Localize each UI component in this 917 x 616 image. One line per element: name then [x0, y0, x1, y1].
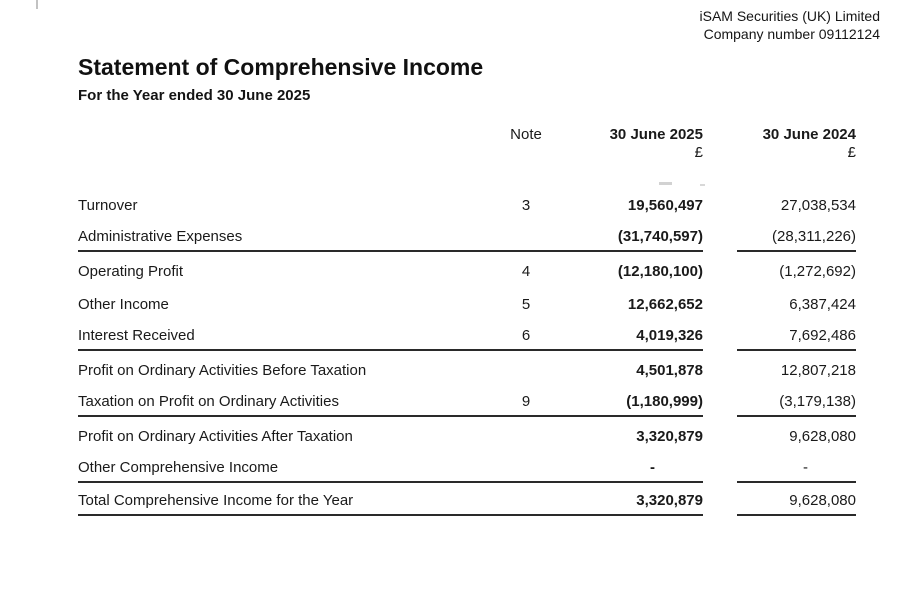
row-value-2024: -: [803, 459, 808, 476]
scan-artifact: [700, 184, 705, 186]
row-value-2025: 12,662,652: [627, 296, 703, 313]
row-note: 6: [521, 327, 531, 344]
row-value-2025: 4,501,878: [636, 362, 703, 379]
row-2024-segment: [737, 186, 856, 219]
row-2024-segment: [737, 285, 856, 318]
row-value-2025: 3,320,879: [636, 492, 703, 509]
row-label: Other Income: [78, 296, 169, 313]
row-value-2025: (31,740,597): [617, 228, 703, 245]
row-note: 4: [521, 263, 531, 280]
row-main-segment: [78, 417, 703, 450]
row-label: Turnover: [78, 197, 138, 214]
table-row: [78, 384, 856, 417]
row-note: 9: [521, 393, 531, 410]
row-note: [478, 245, 574, 250]
table-row: [78, 483, 856, 516]
note-column-header: Note: [510, 126, 542, 143]
table-header-row: [78, 126, 856, 144]
row-2024-segment: [737, 417, 856, 450]
row-2024-segment: [737, 351, 856, 384]
row-value-2024: 27,038,534: [780, 197, 856, 214]
row-2024-segment: [737, 219, 856, 252]
row-value-2025: 19,560,497: [627, 197, 703, 214]
row-value-2025: (1,180,999): [626, 393, 703, 410]
company-number: Company number 09112124: [703, 26, 880, 42]
row-main-segment: [78, 483, 703, 516]
row-note: [430, 476, 526, 481]
scan-artifact: [659, 182, 672, 185]
currency-symbol-2025: £: [694, 144, 703, 161]
row-value-2024: 12,807,218: [780, 362, 856, 379]
row-main-segment: [78, 351, 703, 384]
row-label: Interest Received: [78, 327, 195, 344]
row-main-segment: [78, 384, 703, 417]
row-main-segment: [78, 285, 703, 318]
row-label: Other Comprehensive Income: [78, 459, 279, 476]
currency-symbol-2024: £: [847, 144, 856, 161]
row-main-segment: [78, 219, 703, 252]
row-main-segment: [78, 318, 703, 351]
row-value-2024: 9,628,080: [789, 428, 856, 445]
row-label: Profit on Ordinary Activities Before Taxation: [78, 362, 367, 379]
row-note: 5: [521, 296, 531, 313]
row-value-2024: (1,272,692): [779, 263, 856, 280]
table-row: [78, 285, 856, 318]
row-value-2024: 9,628,080: [789, 492, 856, 509]
row-value-2024: (28,311,226): [772, 228, 856, 245]
row-label: Taxation on Profit on Ordinary Activities: [78, 393, 339, 410]
row-2024-segment: [737, 384, 856, 417]
scan-artifact: [36, 0, 38, 9]
row-note: [478, 509, 574, 514]
row-value-2024: (3,179,138): [779, 393, 856, 410]
year-2025-column-header: 30 June 2025: [609, 126, 703, 143]
row-label: Administrative Expenses: [78, 228, 243, 245]
row-value-2024: 7,692,486: [789, 327, 856, 344]
table-row: [78, 219, 856, 252]
letterhead: [700, 7, 881, 43]
row-value-2025: 3,320,879: [636, 428, 703, 445]
column-gap: [703, 126, 737, 144]
company-name: iSAM Securities (UK) Limited: [699, 8, 880, 24]
row-value-2025: -: [650, 459, 655, 476]
row-value-2025: 4,019,326: [636, 327, 703, 344]
row-value-2025: (12,180,100): [617, 263, 703, 280]
label-column-header: [78, 126, 478, 144]
table-row: [78, 417, 856, 450]
row-label: Total Comprehensive Income for the Year: [78, 492, 354, 509]
row-2024-segment: [737, 450, 856, 483]
row-main-segment: [78, 252, 703, 285]
table-row: [78, 186, 856, 219]
row-value-2024: 6,387,424: [789, 296, 856, 313]
table-row: [78, 351, 856, 384]
row-2024-segment: [737, 252, 856, 285]
table-row: [78, 450, 856, 483]
table-row: [78, 318, 856, 351]
row-label: Profit on Ordinary Activities After Taxation: [78, 428, 353, 445]
year-2024-column-header: 30 June 2024: [762, 126, 856, 143]
table-body: [78, 186, 856, 516]
row-2024-segment: [737, 318, 856, 351]
page-title: Statement of Comprehensive Income: [78, 54, 484, 80]
row-main-segment: [78, 186, 703, 219]
income-statement-table: [78, 126, 856, 516]
row-main-segment: [78, 450, 703, 483]
currency-header-row: [78, 144, 856, 162]
table-row: [78, 252, 856, 285]
page-subtitle: For the Year ended 30 June 2025: [78, 87, 311, 104]
row-note: 3: [521, 197, 531, 214]
row-label: Operating Profit: [78, 263, 184, 280]
row-2024-segment: [737, 483, 856, 516]
